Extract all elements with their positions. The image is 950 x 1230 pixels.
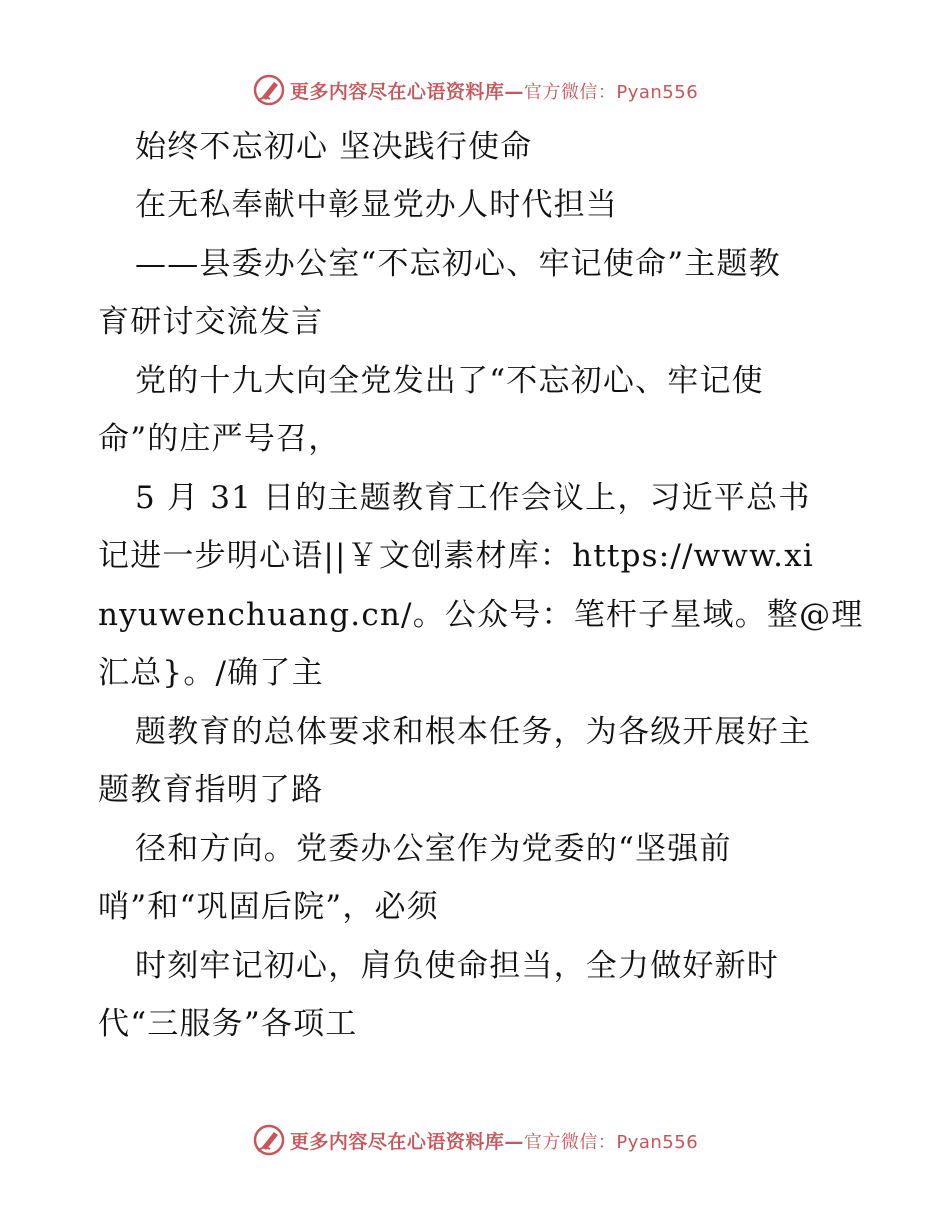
pen-logo-icon [252, 1123, 286, 1157]
pen-logo-icon [252, 73, 286, 107]
banner-sep: — [504, 80, 524, 103]
paragraph-line: 5 月 31 日的主题教育工作会议上，习近平总书 [135, 480, 811, 516]
paragraph-line: 题教育的总体要求和根本任务，为各级开展好主 [135, 714, 812, 750]
paragraph-line: 题教育指明了路 [98, 772, 324, 808]
banner-text [290, 77, 698, 104]
banner-main: 更多内容尽在心语资料库 [289, 1130, 505, 1153]
paragraph-line: 汇总}。/确了主 [98, 655, 324, 691]
paragraph-line: 命”的庄严号召， [98, 421, 341, 457]
paragraph-line: 代“三服务”各项工 [98, 1006, 358, 1042]
paragraph-line: nyuwenchuang.cn/。公众号：笔杆子星域。整@理 [98, 597, 864, 633]
paragraph-line: 党的十九大向全党发出了“不忘初心、牢记使 [135, 363, 764, 399]
banner-wechat: 官方微信：Pyan556 [523, 1131, 699, 1153]
subtitle-line-2: 育研讨交流发言 [98, 304, 324, 340]
title-line-2: 在无私奉献中彰显党办人时代担当 [135, 187, 618, 223]
header-banner [0, 70, 950, 110]
title-line-1: 始终不忘初心 坚决践行使命 [135, 129, 533, 165]
banner-wechat: 官方微信：Pyan556 [523, 81, 699, 103]
banner-main: 更多内容尽在心语资料库 [289, 80, 505, 103]
subtitle-line-1: ——县委办公室“不忘初心、牢记使命”主题教 [135, 246, 781, 282]
paragraph-line: 径和方向。党委办公室作为党委的“坚强前 [135, 831, 732, 867]
paragraph-line: 记进一步明心语||￥文创素材库：https://www.xi [98, 538, 815, 574]
footer-banner [0, 1120, 950, 1160]
paragraph-line: 哨”和“巩固后院”，必须 [98, 889, 439, 925]
banner-sep: — [504, 1130, 524, 1153]
paragraph-line: 时刻牢记初心，肩负使命担当，全力做好新时 [135, 948, 779, 984]
banner-text [290, 1127, 698, 1154]
